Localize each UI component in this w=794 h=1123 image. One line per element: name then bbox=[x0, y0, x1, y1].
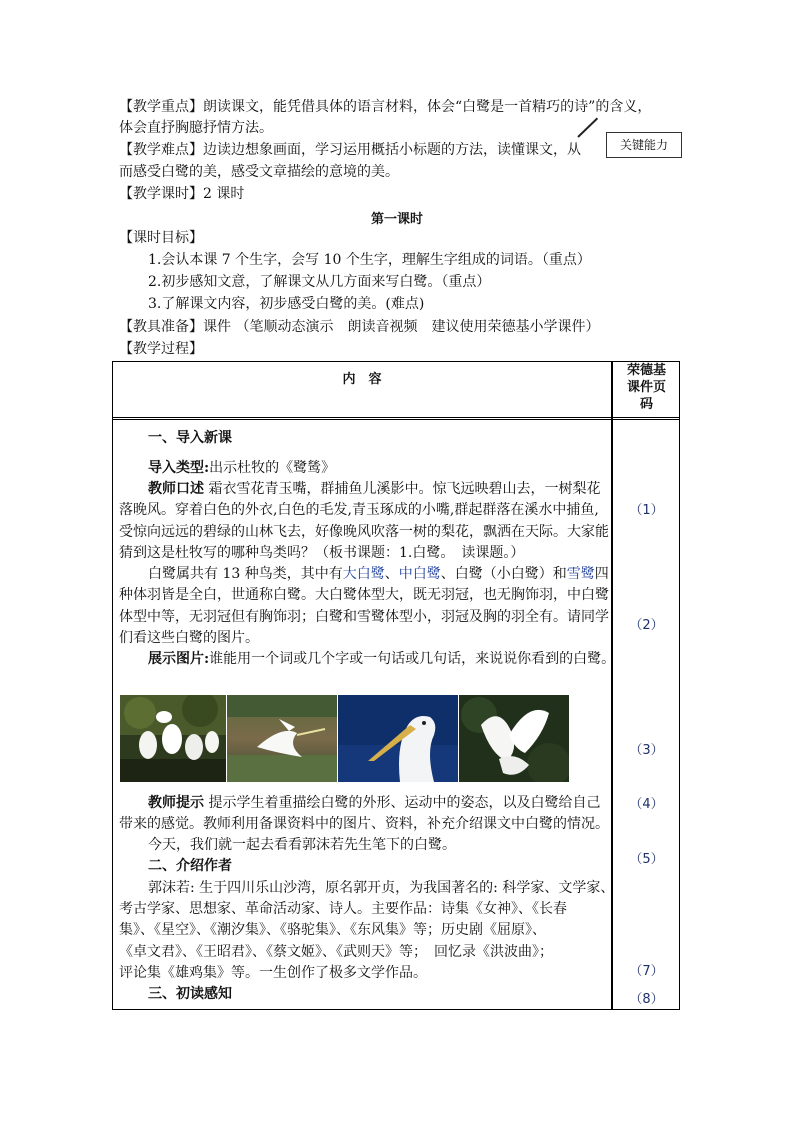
hint-label: 教师提示 bbox=[148, 795, 204, 811]
egret-text: 、白鹭（小白鹭）和 bbox=[440, 566, 567, 582]
page-number: （7） bbox=[629, 964, 664, 979]
link-mid-egret[interactable]: 中白鹭 bbox=[398, 566, 441, 582]
page-number: （1） bbox=[629, 503, 664, 518]
page-number: （2） bbox=[629, 618, 664, 633]
key-ability-annotation: 关键能力 bbox=[606, 132, 682, 158]
column-divider bbox=[612, 362, 613, 1009]
page-header-line-3: 码 bbox=[639, 397, 653, 412]
hint-line-1 bbox=[148, 793, 600, 814]
page-number: （5） bbox=[629, 852, 664, 867]
difficulty-text: 边读边想象画面，学习运用概括小标题的方法，读懂课文，从 bbox=[203, 142, 581, 158]
page-number: （4） bbox=[629, 797, 664, 812]
goals-label: 【课时目标】 bbox=[119, 230, 203, 246]
page-header-line-1: 荣德基 bbox=[626, 363, 666, 378]
difficulty-line-1 bbox=[119, 140, 581, 160]
author-line-3: 集》、《星空》、《潮汐集》、《骆驼集》、《东风集》等；历史剧《屈原》、 bbox=[119, 922, 546, 938]
header-divider bbox=[113, 417, 679, 418]
teacher-talk-label: 教师口述 bbox=[148, 481, 204, 497]
difficulty-label: 【教学难点】 bbox=[119, 142, 203, 158]
author-line-2: 考古学家、思想家、革命活动家、诗人。主要作品：诗集《女神》、《长春 bbox=[119, 901, 567, 917]
egret-para-line-4: 们看这些白鹭的图片。 bbox=[119, 630, 259, 646]
egret-flying-photo bbox=[227, 695, 337, 782]
section-1-title: 一、导入新课 bbox=[148, 430, 232, 446]
hint-line-3: 今天，我们就一起去看看郭沫若先生笔下的白鹭。 bbox=[148, 837, 456, 853]
author-line-5: 评论集《雄鸡集》等。一生创作了极多文学作品。 bbox=[119, 965, 427, 981]
hours-line bbox=[119, 184, 244, 204]
teacher-talk-text: 霜衣雪花青玉嘴，群捕鱼儿溪影中。惊飞远映碧山去，一树梨花 bbox=[204, 481, 601, 497]
hint-text: 提示学生着重描绘白鹭的外形、运动中的姿态，以及白鹭给自己 bbox=[204, 795, 601, 811]
author-line-1: 郭沫若: 生于四川乐山沙湾，原名郭开贞，为我国著名的: 科学家、文学家、 bbox=[148, 880, 615, 896]
hours-label: 【教学课时】 bbox=[119, 186, 203, 202]
egret-head-photo bbox=[338, 695, 458, 782]
egret-para-line-1 bbox=[148, 564, 609, 585]
egret-text: 白鹭属共有 13 种鸟类，其中有 bbox=[148, 566, 343, 582]
tools-line bbox=[119, 317, 599, 337]
teacher-talk-line-3: 受惊向远远的碧绿的山林飞去，好像晚风吹落一树的梨花，飘洒在天际。大家能 bbox=[119, 524, 609, 540]
goal-item-1: 1.会认本课 7 个生字，会写 10 个生字，理解生字组成的词语。（重点） bbox=[148, 252, 591, 268]
page-header-line-2: 课件页 bbox=[626, 380, 666, 395]
header-divider-double bbox=[113, 419, 679, 420]
hours-value: 2 课时 bbox=[203, 186, 245, 202]
show-picture-label: 展示图片: bbox=[148, 651, 210, 667]
egret-group-photo bbox=[120, 695, 226, 782]
egret-text: 四 bbox=[594, 566, 609, 582]
hint-line-2: 带来的感觉。教师利用备课资料中的图片、资料，补充介绍课文中白鹭的情况。 bbox=[119, 816, 609, 832]
goal-item-2: 2.初步感知文意，了解课文从几方面来写白鹭。（重点） bbox=[148, 274, 491, 290]
author-line-4: 《卓文君》、《王昭君》、《蔡文姬》、《武则天》等； 回忆录《洪波曲》； bbox=[119, 944, 553, 960]
page-column-header bbox=[613, 362, 680, 413]
intro-type-label: 导入类型: bbox=[148, 460, 210, 476]
intro-type-value: 出示杜牧的《鹭鸶》 bbox=[209, 460, 336, 476]
show-picture-line bbox=[148, 649, 615, 670]
section-3-title: 三、初读感知 bbox=[148, 986, 232, 1002]
egret-text: 、 bbox=[384, 566, 399, 582]
tools-value: 课件 （笔顺动态演示 朗读音视频 建议使用荣德基小学课件） bbox=[203, 319, 600, 335]
tools-label: 【教具准备】 bbox=[119, 319, 203, 335]
teacher-talk-line-2: 落晚风。穿着白色的外衣,白色的毛发,青玉琢成的小嘴,群起群落在溪水中捕鱼, bbox=[119, 502, 599, 518]
content-column-header: 内 容 bbox=[342, 372, 382, 387]
show-picture-text: 谁能用一个词或几个字或一句话或几句话，来说说你看到的白鹭。 bbox=[209, 651, 616, 667]
annotation-connector bbox=[577, 118, 598, 138]
focus-line-1 bbox=[119, 97, 651, 117]
section-2-title: 二、介绍作者 bbox=[148, 858, 232, 874]
egret-para-line-2: 种体羽皆是全白，世通称白鹭。大白鹭体型大，既无羽冠，也无胸饰羽，中白鹭 bbox=[119, 587, 609, 603]
focus-text: 朗读课文，能凭借具体的语言材料，体会“白鹭是一首精巧的诗”的含义， bbox=[203, 99, 652, 115]
focus-line-2: 体会直抒胸臆抒情方法。 bbox=[119, 120, 273, 136]
goal-item-3: 3.了解课文内容，初步感受白鹭的美。(难点) bbox=[148, 296, 425, 312]
focus-label: 【教学重点】 bbox=[119, 99, 203, 115]
intro-type-line bbox=[148, 458, 335, 479]
link-big-egret[interactable]: 大白鹭 bbox=[342, 566, 385, 582]
teacher-talk-line-4: 猜到这是杜牧写的哪种鸟类吗？（板书课题：1.白鹭。 读课题。） bbox=[119, 545, 525, 561]
process-label: 【教学过程】 bbox=[119, 341, 203, 357]
link-snowy-egret[interactable]: 雪鹭 bbox=[566, 566, 595, 582]
teacher-talk-line-1 bbox=[148, 479, 600, 500]
egret-display-photo bbox=[459, 695, 569, 782]
difficulty-line-2: 而感受白鹭的美，感受文章描绘的意境的美。 bbox=[119, 164, 399, 180]
column-divider-inner bbox=[611, 362, 612, 1009]
page-number: （8） bbox=[629, 992, 664, 1007]
egret-para-line-3: 体型中等，无羽冠但有胸饰羽；白鹭和雪鹭体型小，羽冠及胸的羽全有。请同学 bbox=[119, 609, 609, 625]
page-number: （3） bbox=[629, 743, 664, 758]
lesson-title: 第一课时 bbox=[370, 212, 423, 227]
